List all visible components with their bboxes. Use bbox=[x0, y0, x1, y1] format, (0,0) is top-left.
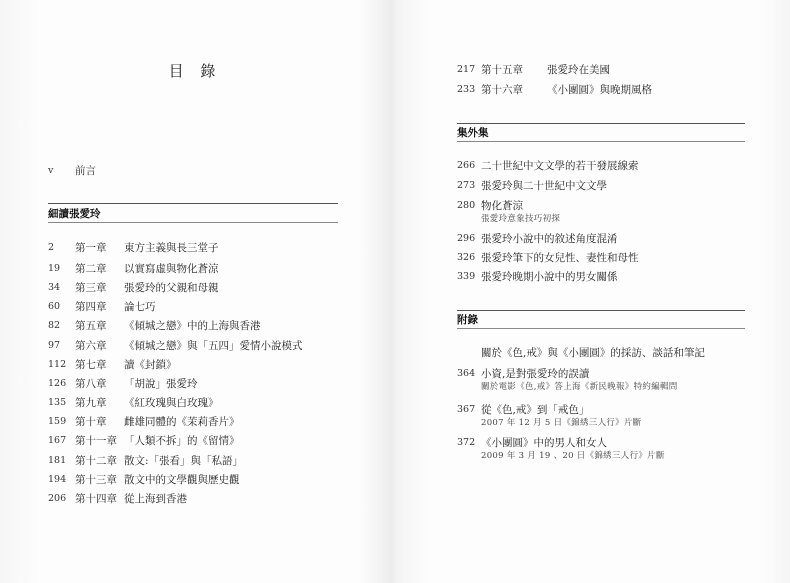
entry-title: 讀《封鎖》 bbox=[124, 359, 177, 371]
entry-title: 物化蒼涼 bbox=[481, 200, 523, 212]
entry-title: 二十世紀中文文學的若干發展線索 bbox=[481, 160, 639, 172]
toc-entry[interactable] bbox=[48, 338, 368, 354]
entry-title: 《傾城之戀》中的上海與香港 bbox=[124, 320, 261, 332]
chapter-number: 第十六章 bbox=[481, 84, 523, 96]
entry-title: 張愛玲小說中的敘述角度混淆 bbox=[481, 233, 618, 245]
section-rule-top bbox=[457, 123, 745, 124]
entry-title: 張愛玲在美國 bbox=[547, 64, 610, 76]
page-number: 233 bbox=[457, 84, 476, 95]
page-number: 60 bbox=[48, 301, 61, 312]
section-rule-top bbox=[457, 310, 745, 311]
entry-title: 張愛玲筆下的女兒性、妻性和母性 bbox=[481, 252, 639, 264]
section-heading: 細讀張愛玲 bbox=[48, 208, 101, 220]
entry-subtitle: 2007 年 12 月 5 日《錦綉三人行》片斷 bbox=[481, 418, 642, 428]
chapter-number: 第十三章 bbox=[75, 474, 117, 486]
toc-entry[interactable] bbox=[48, 491, 368, 507]
page-number: 194 bbox=[48, 474, 67, 485]
entry-title: 東方主義與長三堂子 bbox=[124, 242, 219, 254]
page-number: 326 bbox=[457, 252, 476, 263]
toc-entry[interactable] bbox=[48, 299, 368, 315]
toc-entry[interactable] bbox=[48, 318, 368, 334]
toc-entry[interactable] bbox=[48, 395, 368, 411]
toc-entry[interactable] bbox=[457, 366, 777, 382]
toc-entry[interactable] bbox=[48, 472, 368, 488]
page-number: 296 bbox=[457, 233, 476, 244]
chapter-number: 第七章 bbox=[75, 359, 107, 371]
entry-title: 從《色,戒》到「戒色」 bbox=[481, 404, 590, 416]
chapter-number: 第一章 bbox=[75, 242, 107, 254]
toc-entry[interactable] bbox=[457, 62, 777, 78]
entry-subtitle: 關於電影《色,戒》答上海《新民晚報》特約編輯問 bbox=[481, 382, 678, 392]
chapter-number: 第十一章 bbox=[75, 435, 117, 447]
entry-title: 散文:「張看」與「私語」 bbox=[124, 455, 244, 467]
toc-entry[interactable] bbox=[48, 280, 368, 296]
toc-entry[interactable] bbox=[48, 240, 368, 256]
page-number: 339 bbox=[457, 271, 476, 282]
page-number: 34 bbox=[48, 282, 61, 293]
chapter-number: 第十五章 bbox=[481, 64, 523, 76]
toc-entry[interactable] bbox=[48, 414, 368, 430]
page-number: 217 bbox=[457, 64, 476, 75]
chapter-number: 第二章 bbox=[75, 263, 107, 275]
chapter-number: 第三章 bbox=[75, 282, 107, 294]
page-number: 280 bbox=[457, 200, 476, 211]
page-number: 82 bbox=[48, 320, 61, 331]
section-heading: 集外集 bbox=[457, 127, 489, 139]
page-title: 目 錄 bbox=[168, 62, 222, 80]
chapter-number: 第十二章 bbox=[75, 455, 117, 467]
toc-entry[interactable] bbox=[457, 82, 777, 98]
toc-entry[interactable] bbox=[457, 250, 777, 266]
toc-entry[interactable] bbox=[48, 376, 368, 392]
page-number: 372 bbox=[457, 437, 476, 448]
toc-entry[interactable] bbox=[48, 453, 368, 469]
chapter-number: 第六章 bbox=[75, 340, 107, 352]
appendix-intro-text: 關於《色,戒》與《小團圓》的採訪、談話和筆記 bbox=[481, 347, 705, 359]
chapter-number: 第八章 bbox=[75, 378, 107, 390]
toc-entry[interactable] bbox=[457, 178, 777, 194]
chapter-number: 第十章 bbox=[75, 416, 107, 428]
entry-title: 《小團圓》中的男人和女人 bbox=[481, 437, 607, 449]
page-number: 364 bbox=[457, 368, 476, 379]
entry-title: 「人類不拆」的《留情》 bbox=[124, 435, 240, 447]
page-number: 266 bbox=[457, 160, 476, 171]
entry-subtitle: 2009 年 3 月 19 、20 日《錦綉三人行》片斷 bbox=[481, 451, 665, 461]
section-rule-top bbox=[48, 203, 338, 204]
page-number: 97 bbox=[48, 340, 61, 351]
entry-title: 張愛玲與二十世紀中文文學 bbox=[481, 180, 607, 192]
section-heading: 附錄 bbox=[457, 314, 478, 326]
page-number: 2 bbox=[48, 242, 55, 253]
page-number: 367 bbox=[457, 404, 476, 415]
page-number: 273 bbox=[457, 180, 476, 191]
page-number: 19 bbox=[48, 263, 61, 274]
page-number: v bbox=[48, 165, 54, 176]
entry-title: 以實寫虛與物化蒼涼 bbox=[124, 263, 219, 275]
toc-entry-preface[interactable] bbox=[48, 163, 348, 179]
entry-title: 張愛玲的父親和母親 bbox=[124, 282, 219, 294]
entry-title: 論七巧 bbox=[124, 301, 156, 313]
toc-entry[interactable] bbox=[48, 357, 368, 373]
toc-entry[interactable] bbox=[457, 269, 777, 285]
toc-entry[interactable] bbox=[48, 433, 368, 449]
chapter-number: 第九章 bbox=[75, 397, 107, 409]
page-number: 181 bbox=[48, 455, 67, 466]
page-number: 206 bbox=[48, 493, 67, 504]
chapter-number: 第五章 bbox=[75, 320, 107, 332]
section-rule-bottom bbox=[457, 141, 745, 142]
page-number: 135 bbox=[48, 397, 67, 408]
chapter-number: 第十四章 bbox=[75, 493, 117, 505]
right-page bbox=[395, 0, 790, 583]
entry-title: 從上海到香港 bbox=[124, 493, 187, 505]
page-number: 126 bbox=[48, 378, 67, 389]
chapter-number: 第四章 bbox=[75, 301, 107, 313]
entry-title: 「胡說」張愛玲 bbox=[124, 378, 198, 390]
entry-title: 《傾城之戀》與「五四」愛情小說模式 bbox=[124, 340, 303, 352]
toc-entry[interactable] bbox=[457, 158, 777, 174]
entry-title: 張愛玲晚期小說中的男女關係 bbox=[481, 271, 618, 283]
toc-entry[interactable] bbox=[48, 261, 368, 277]
section-rule-bottom bbox=[457, 328, 745, 329]
entry-title: 《小團圓》與晚期風格 bbox=[547, 84, 652, 96]
page-number: 167 bbox=[48, 435, 67, 446]
toc-entry[interactable] bbox=[457, 435, 777, 451]
entry-title: 前言 bbox=[75, 165, 96, 177]
toc-entry[interactable] bbox=[457, 198, 777, 214]
section-rule-bottom bbox=[48, 222, 338, 223]
page-number: 112 bbox=[48, 359, 67, 370]
page-number: 159 bbox=[48, 416, 67, 427]
toc-entry[interactable] bbox=[457, 402, 777, 418]
entry-subtitle: 張愛玲意象技巧初探 bbox=[481, 214, 561, 224]
entry-title: 《紅玫瑰與白玫瑰》 bbox=[124, 397, 219, 409]
entry-title: 雌雄同體的《茉莉香片》 bbox=[124, 416, 240, 428]
entry-title: 散文中的文學觀與歷史觀 bbox=[124, 474, 240, 486]
entry-title: 小資,是對張愛玲的誤讀 bbox=[481, 368, 590, 380]
toc-entry[interactable] bbox=[457, 231, 777, 247]
